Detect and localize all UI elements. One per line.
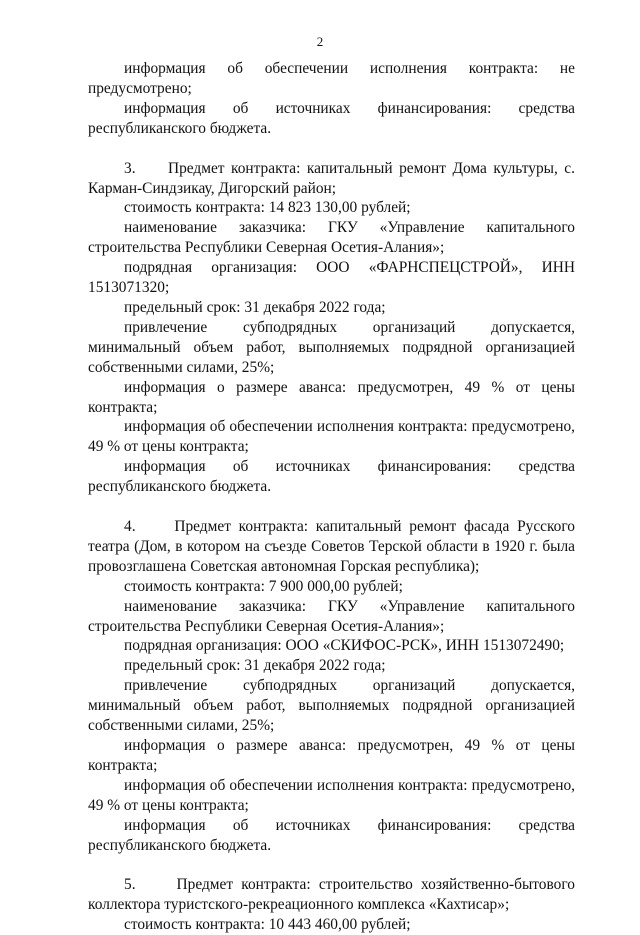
- intro-paragraph: информация об источниках финансирования: средства республиканского бюджета.: [88, 99, 575, 137]
- contract-subject-text: Предмет контракта: строительство хозяйственно-бытового коллектора туристского-рекреационного комплекса «Кахтисар»;: [88, 876, 575, 914]
- contract-number: 4.: [124, 518, 136, 536]
- section-gap: [88, 497, 575, 517]
- contract-subject: [88, 875, 575, 915]
- contract-funding: информация об источниках финансирования: средства республиканского бюджета.: [88, 816, 575, 854]
- section-gap: [88, 855, 575, 875]
- contract-subject-text: Предмет контракта: капитальный ремонт фасада Русского театра (Дом, в котором на съезде Советов Терской области в 1920 г. была провозглашена Советская автономная Горская республика);: [88, 518, 575, 575]
- contract-subject-text: Предмет контракта: капитальный ремонт Дома культуры, с. Карман-Синдзикау, Дигорский район;: [88, 159, 575, 197]
- contract-number: 3.: [124, 159, 136, 177]
- contract-deadline: предельный срок: 31 декабря 2022 года;: [124, 657, 386, 675]
- contract-customer: наименование заказчика: ГКУ «Управление капитального строительства Республики Северная Осетия-Алания»;: [88, 219, 575, 257]
- intro-paragraph: информация об обеспечении исполнения контракта: не предусмотрено;: [88, 60, 575, 97]
- contract-section-5: [88, 875, 575, 935]
- contract-advance: информация о размере аванса: предусмотрен, 49 % от цены контракта;: [88, 737, 575, 774]
- document-body: [88, 59, 575, 935]
- contract-security: информация об обеспечении исполнения контракта: предусмотрено, 49 % от цены контракта;: [88, 776, 575, 814]
- contract-funding: информация об источниках финансирования: средства республиканского бюджета.: [88, 458, 575, 496]
- contract-section-3: [88, 159, 575, 497]
- contract-subject: [88, 159, 575, 199]
- contract-number: 5.: [124, 876, 136, 894]
- contract-price: стоимость контракта: 10 443 460,00 рублей;: [124, 916, 411, 934]
- contract-subcontracting: привлечение субподрядных организаций допускается, минимальный объем работ, выполняемых подрядной организацией собственными силами, 25%;: [88, 318, 575, 376]
- contract-security: информация об обеспечении исполнения контракта: предусмотрено, 49 % от цены контракта;: [88, 418, 575, 456]
- contract-subject: [88, 517, 575, 577]
- section-gap: [88, 139, 575, 159]
- page-number: 2: [316, 34, 324, 49]
- contract-advance: информация о размере аванса: предусмотрен, 49 % от цены контракта;: [88, 378, 575, 416]
- contract-subcontracting: привлечение субподрядных организаций допускается, минимальный объем работ, выполняемых подрядной организацией собственными силами, 25%;: [88, 677, 575, 735]
- contract-price: стоимость контракта: 14 823 130,00 рублей;: [124, 199, 411, 217]
- contract-section-4: [88, 517, 575, 855]
- contract-deadline: предельный срок: 31 декабря 2022 года;: [124, 298, 386, 316]
- contract-contractor: подрядная организация: ООО «ФАРНСПЕЦСТРОЙ», ИНН 1513071320;: [88, 259, 575, 297]
- contract-contractor: подрядная организация: ООО «СКИФОС-РСК», ИНН 1513072490;: [124, 637, 565, 655]
- contract-price: стоимость контракта: 7 900 000,00 рублей;: [124, 577, 403, 595]
- contract-customer: наименование заказчика: ГКУ «Управление капитального строительства Республики Северная Осетия-Алания»;: [88, 597, 575, 635]
